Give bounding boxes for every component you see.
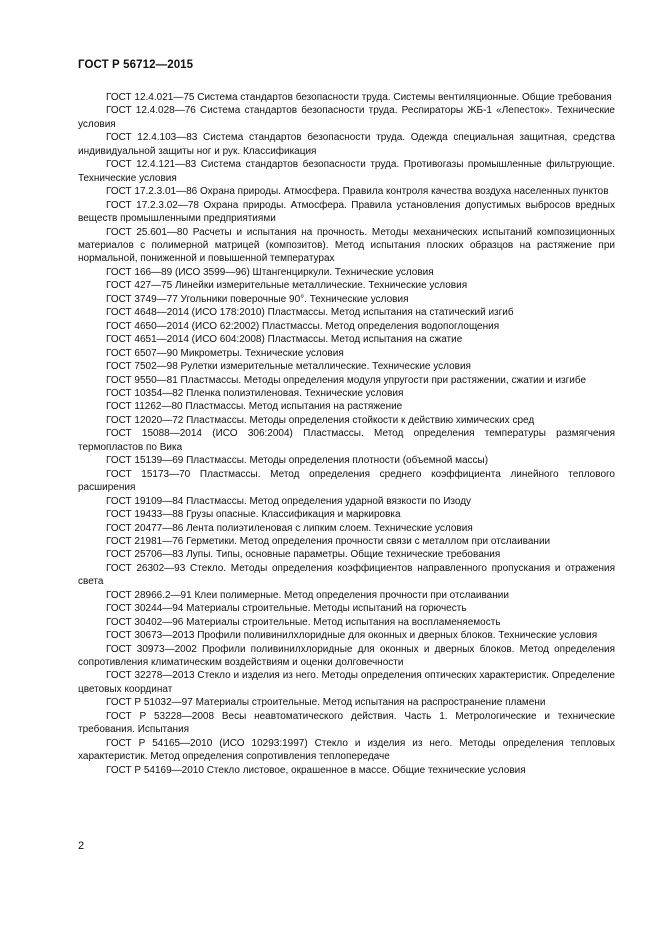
reference-item: ГОСТ 32278—2013 Стекло и изделия из него. Методы определения оптических характеристик. Определение цветовых координат: [78, 670, 615, 695]
reference-item: ГОСТ 17.2.3.01—86 Охрана природы. Атмосфера. Правила контроля качества воздуха населенных пунктов: [106, 186, 609, 198]
reference-item: ГОСТ 9550—81 Пластмассы. Методы определения модуля упругости при растяжении, сжатии и изгибе: [106, 374, 587, 386]
reference-item: ГОСТ Р 54169—2010 Стекло листовое, окрашенное в массе. Общие технические условия: [106, 764, 526, 776]
reference-item: ГОСТ 4648—2014 (ИСО 178:2010) Пластмассы. Метод испытания на статический изгиб: [106, 307, 514, 319]
reference-item: ГОСТ 11262—80 Пластмассы. Метод испытания на растяжение: [106, 401, 403, 413]
reference-item: ГОСТ 4651—2014 (ИСО 604:2008) Пластмассы. Метод испытания на сжатие: [106, 334, 463, 346]
reference-item: ГОСТ 30973—2002 Профили поливинилхлоридные для оконных и дверных блоков. Метод определения сопротивления климатическим воздействиям и оценки долговечности: [78, 643, 615, 669]
reference-item: ГОСТ 30244—94 Материалы строительные. Методы испытаний на горючесть: [106, 603, 467, 615]
reference-item: ГОСТ 21981—76 Герметики. Метод определения прочности связи с металлом при отслаивании: [106, 535, 551, 547]
reference-item: ГОСТ 19109—84 Пластмассы. Метод определения ударной вязкости по Изоду: [106, 495, 472, 507]
reference-item: ГОСТ 28966.2—91 Клеи полимерные. Метод определения прочности при отслаивании: [106, 589, 509, 601]
reference-item: ГОСТ 4650—2014 (ИСО 62:2002) Пластмассы. Метод определения водопоглощения: [106, 320, 500, 332]
reference-item: ГОСТ 30402—96 Материалы строительные. Метод испытания на воспламеняемость: [106, 616, 501, 628]
reference-item: ГОСТ 10354—82 Пленка полиэтиленовая. Технические условия: [106, 387, 404, 399]
reference-item: ГОСТ 15173—70 Пластмассы. Метод определения среднего коэффициента линейного теплового расширения: [78, 468, 615, 494]
reference-item: ГОСТ 17.2.3.02—78 Охрана природы. Атмосфера. Правила установления допустимых выбросов вредных веществ промышленными предприятиями: [78, 199, 615, 225]
reference-item: ГОСТ 15088—2014 (ИСО 306:2004) Пластмассы. Метод определения температуры размягчения термопластов по Вика: [78, 428, 615, 453]
reference-item: ГОСТ 12.4.028—76 Система стандартов безопасности труда. Респираторы ЖБ-1 «Лепесток». Технические условия: [78, 105, 615, 130]
reference-item: ГОСТ 12.4.021—75 Система стандартов безопасности труда. Системы вентиляционные. Общие требования: [106, 92, 612, 103]
document-header: ГОСТ Р 56712—2015: [78, 59, 194, 71]
reference-item: ГОСТ 30673—2013 Профили поливинилхлоридные для оконных и дверных блоков. Технические условия: [106, 630, 598, 642]
reference-item: ГОСТ 12.4.121—83 Система стандартов безопасности труда. Противогазы промышленные фильтрующие. Технические условия: [78, 159, 615, 184]
reference-item: ГОСТ 26302—93 Стекло. Методы определения коэффициентов направленного пропускания и отражения света: [78, 562, 615, 588]
reference-item: ГОСТ Р 51032—97 Материалы строительные. Метод испытания на распространение пламени: [106, 697, 546, 709]
reference-item: ГОСТ 166—89 (ИСО 3599—96) Штангенциркули. Технические условия: [106, 266, 434, 278]
reference-item: ГОСТ 427—75 Линейки измерительные металлические. Технические условия: [106, 280, 468, 292]
reference-item: ГОСТ 15139—69 Пластмассы. Методы определения плотности (объемной массы): [106, 455, 489, 467]
reference-item: ГОСТ 19433—88 Грузы опасные. Классификация и маркировка: [106, 509, 401, 521]
reference-item: ГОСТ Р 54165—2010 (ИСО 10293:1997) Стекло и изделия из него. Методы определения тепловых характеристик. Метод определения сопротивления теплопередаче: [78, 737, 615, 763]
reference-item: ГОСТ 20477—86 Лента полиэтиленовая с липким слоем. Технические условия: [106, 522, 473, 534]
reference-item: ГОСТ 3749—77 Угольники поверочные 90°. Технические условия: [106, 293, 409, 305]
reference-item: ГОСТ 25.601—80 Расчеты и испытания на прочность. Методы механических испытаний композиционных материалов с полимерной матрицей (композитов). Метод испытания плоских образцов на растяжение при нормальной, пониженной и повышенной температурах: [78, 226, 615, 265]
normative-references-list: [78, 91, 615, 777]
reference-item: ГОСТ 7502—98 Рулетки измерительные металлические. Технические условия: [106, 361, 471, 373]
reference-item: ГОСТ 12.4.103—83 Система стандартов безопасности труда. Одежда специальная защитная, средства индивидуальной защиты ног и рук. Классификация: [78, 132, 615, 157]
reference-item: ГОСТ 25706—83 Лупы. Типы, основные параметры. Общие технические требования: [106, 549, 501, 561]
reference-item: ГОСТ Р 53228—2008 Весы неавтоматического действия. Часть 1. Метрологические и технические требования. Испытания: [78, 710, 615, 736]
page-number: 2: [78, 840, 85, 852]
reference-item: ГОСТ 12020—72 Пластмассы. Методы определения стойкости к действию химических сред: [106, 414, 535, 426]
reference-item: ГОСТ 6507—90 Микрометры. Технические условия: [106, 347, 344, 359]
